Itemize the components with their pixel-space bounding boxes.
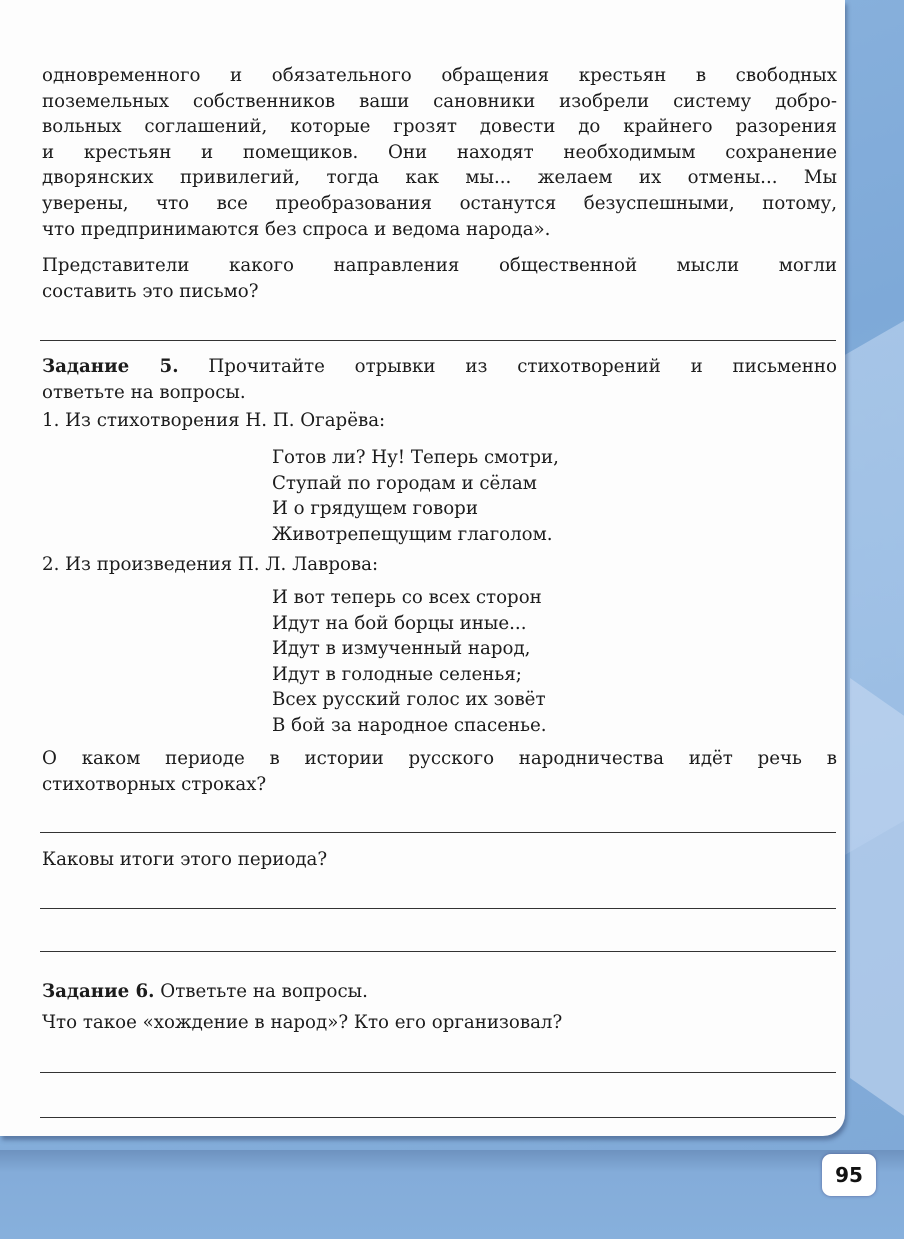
verse-line: Идут на бой борцы иные... (272, 612, 527, 634)
verse-line: Идут в измученный народ, (272, 638, 531, 660)
page-number: 95 (822, 1154, 876, 1196)
text-line: вольных соглашений, которые грозят довести до крайнего разорения (42, 116, 837, 138)
answer-line[interactable] (40, 951, 836, 952)
question-5b (42, 847, 837, 873)
text-line: Что такое «хождение в народ»? Кто его организовал? (42, 1011, 563, 1033)
answer-line[interactable] (40, 908, 836, 909)
answer-line[interactable] (40, 1117, 836, 1118)
task-6 (42, 979, 837, 1035)
answer-line[interactable] (40, 340, 836, 341)
text-line: стихотворных строках? (42, 773, 267, 795)
question-5a (42, 746, 837, 797)
task-5 (42, 354, 837, 434)
letter-fragment (42, 63, 837, 242)
text-line: О каком периоде в истории русского народничества идёт речь в (42, 748, 837, 769)
verse-line: И вот теперь со всех сторон (272, 587, 542, 608)
answer-line[interactable] (40, 832, 836, 833)
verse-line: Всех русский голос их зовёт (272, 689, 546, 711)
verse-line: Идут в голодные селенья; (272, 663, 522, 685)
text-line: Каковы итоги этого периода? (42, 849, 328, 870)
verse-line: Животрепещущим глаголом. (272, 523, 553, 545)
task-label: Задание 6. (42, 981, 155, 1002)
text-line: дворянских привилегий, тогда как мы... желаем их отмены... Мы (42, 167, 837, 189)
source-title: 1. Из стихотворения Н. П. Огарёва: (42, 410, 386, 432)
text-line: ответьте на вопросы. (42, 381, 246, 403)
text-line: уверены, что все преобразования останутся безуспешными, потому, (42, 192, 837, 214)
text-line: одновременного и обязательного обращения крестьян в свободных (42, 65, 837, 86)
question-4 (42, 253, 837, 304)
background-band (0, 1150, 904, 1239)
text-line: Представители какого направления общественной мысли могли (42, 255, 837, 276)
verse-line: И о грядущем говори (272, 498, 478, 520)
text-line: что предпринимаются без спроса и ведома народа». (42, 218, 551, 240)
text-line: и крестьян и помещиков. Они находят необходимым сохранение (42, 141, 837, 163)
answer-line[interactable] (40, 1072, 836, 1073)
task-intro: Прочитайте отрывки из стихотворений и письменно (208, 356, 837, 377)
text-line: поземельных собственников ваши сановники изобрели систему добро- (42, 90, 837, 112)
verse-line: Ступай по городам и сёлам (272, 472, 537, 494)
verse-ogarev (272, 445, 559, 547)
text-line: составить это письмо? (42, 280, 259, 302)
verse-line: Готов ли? Ну! Теперь смотри, (272, 447, 559, 468)
task-label: Задание 5. (42, 356, 179, 377)
background-facet (850, 678, 904, 1162)
verse-lavrov (272, 585, 547, 739)
source-title: 2. Из произведения П. Л. Лаврова: (42, 554, 379, 575)
verse-line: В бой за народное спасенье. (272, 714, 547, 736)
task-intro: Ответьте на вопросы. (160, 981, 368, 1002)
source-2 (42, 552, 837, 578)
